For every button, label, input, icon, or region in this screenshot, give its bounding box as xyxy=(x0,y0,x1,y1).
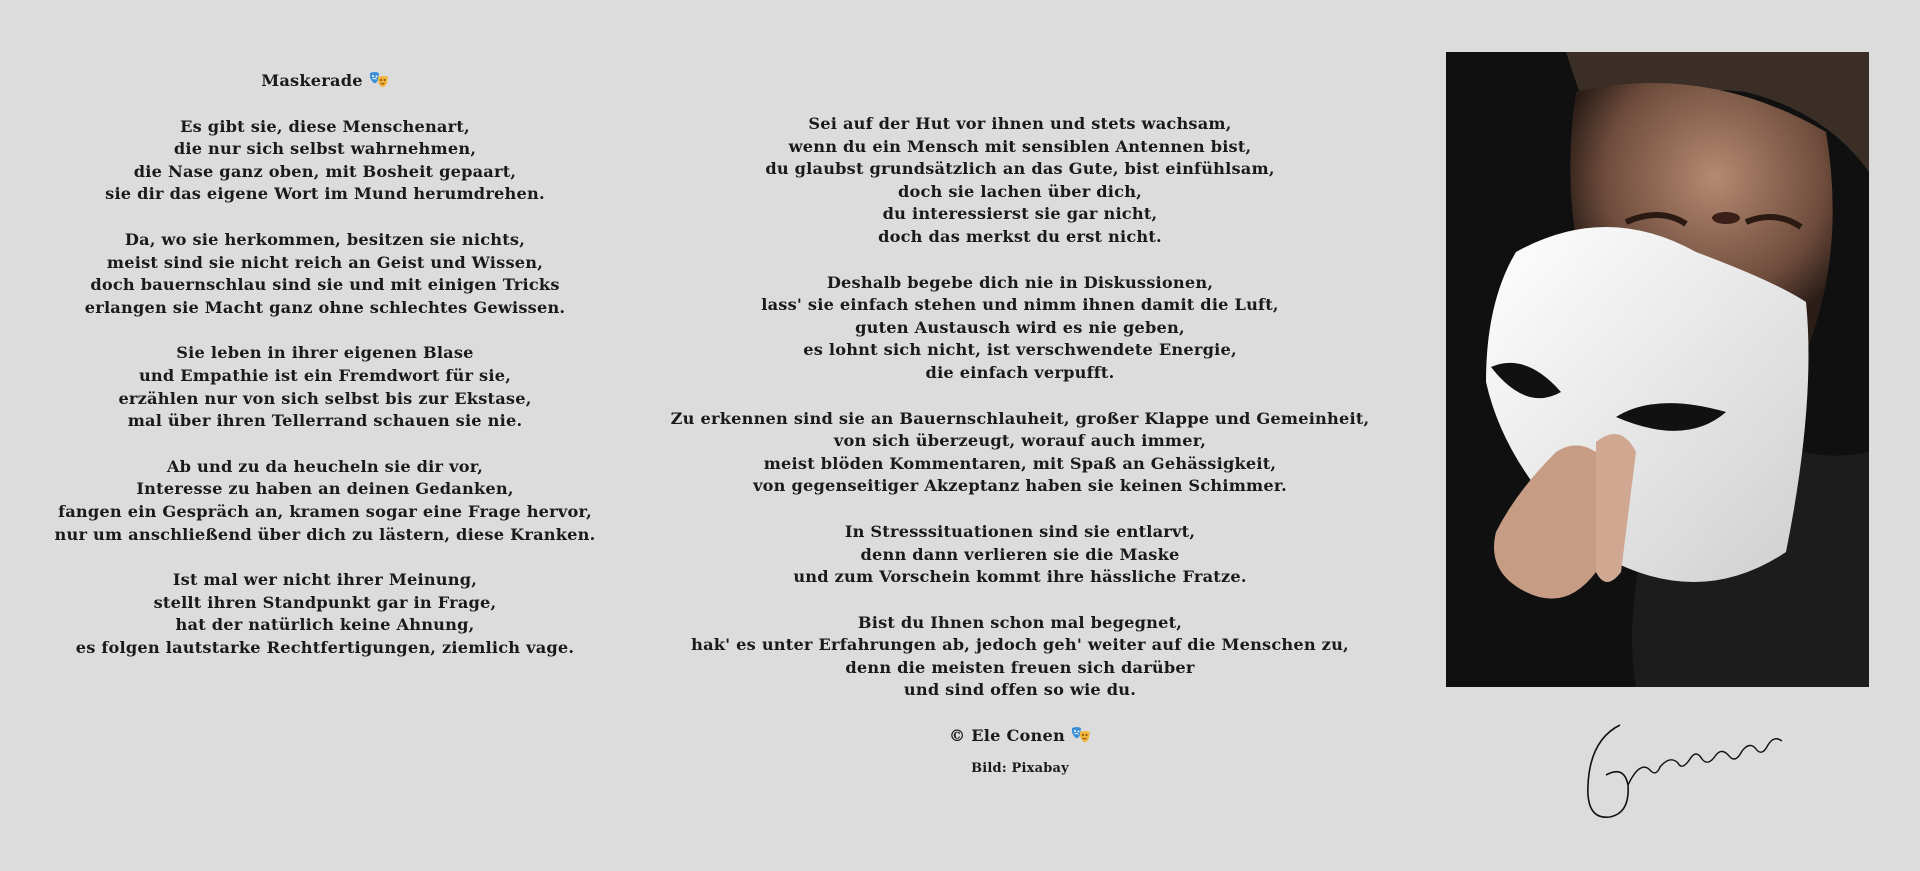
poem-line: die nur sich selbst wahrnehmen, xyxy=(173,139,477,159)
poem-line: In Stresssituationen sind sie entlarvt, xyxy=(844,521,1196,541)
poem-line: Da, wo sie herkommen, besitzen sie nichts, xyxy=(124,229,526,249)
poem-line: Zu erkennen sind sie an Bauernschlauheit, großer Klappe und Gemeinheit, xyxy=(670,408,1370,428)
poem-line: es folgen lautstarke Rechtfertigungen, ziemlich vage. xyxy=(75,637,575,657)
poem-line: und Empathie ist ein Fremdwort für sie, xyxy=(138,365,512,385)
poem-line: denn die meisten freuen sich darüber xyxy=(845,657,1195,677)
stanza xyxy=(660,612,1380,702)
stanza xyxy=(40,342,610,432)
stanza xyxy=(660,113,1380,249)
poem-left-column xyxy=(40,70,610,682)
poem-line: von sich überzeugt, worauf auch immer, xyxy=(833,431,1207,451)
poem-line: guten Austausch wird es nie geben, xyxy=(855,317,1185,337)
poem-line: nur um anschließend über dich zu lästern, diese Kranken. xyxy=(54,524,596,544)
poem-title: Maskerade xyxy=(261,71,363,90)
stanza xyxy=(660,521,1380,589)
poem-line: fangen ein Gespräch an, kramen sogar eine Frage hervor, xyxy=(58,501,592,521)
poem-line: die Nase ganz oben, mit Bosheit gepaart, xyxy=(133,161,517,181)
image-credit: Bild: Pixabay xyxy=(971,760,1069,776)
poem-line: Ab und zu da heucheln sie dir vor, xyxy=(166,456,484,476)
performing-arts-icon xyxy=(369,71,389,89)
poem-line: Interesse zu haben an deinen Gedanken, xyxy=(136,479,514,499)
poem-line: Bist du Ihnen schon mal begegnet, xyxy=(857,612,1183,632)
stanza xyxy=(660,408,1380,498)
stanza xyxy=(40,456,610,546)
copyright-line xyxy=(660,725,1380,748)
poem-line: hak' es unter Erfahrungen ab, jedoch geh' weiter auf die Menschen zu, xyxy=(691,635,1349,655)
poem-line: wenn du ein Mensch mit sensiblen Antennen bist, xyxy=(788,136,1252,156)
poem-line: Es gibt sie, diese Menschenart, xyxy=(180,116,470,136)
poem-line: die einfach verpufft. xyxy=(925,362,1115,382)
poem-line: und sind offen so wie du. xyxy=(903,680,1137,700)
stanza xyxy=(40,569,610,659)
copyright-text: © Ele Conen xyxy=(949,726,1065,746)
poem-line: Ist mal wer nicht ihrer Meinung, xyxy=(172,570,478,590)
poem-line: meist blöden Kommentaren, mit Spaß an Gehässigkeit, xyxy=(763,453,1277,473)
gedichtezauber-signature xyxy=(1570,715,1790,835)
poem-line: mal über ihren Tellerrand schauen sie nie. xyxy=(127,411,523,431)
poem-line: hat der natürlich keine Ahnung, xyxy=(175,615,475,635)
poem-line: doch das merkst du erst nicht. xyxy=(878,226,1162,246)
poem-line: du interessierst sie gar nicht, xyxy=(882,204,1158,224)
poem-line: erlangen sie Macht ganz ohne schlechtes Gewissen. xyxy=(84,297,566,317)
poem-line: sie dir das eigene Wort im Mund herumdrehen. xyxy=(105,184,545,204)
poem-line: Deshalb begebe dich nie in Diskussionen, xyxy=(826,272,1214,292)
stanza xyxy=(660,272,1380,385)
poem-line: Sei auf der Hut vor ihnen und stets wachsam, xyxy=(808,114,1232,133)
man-with-mask-photo xyxy=(1446,52,1869,687)
middle-stanzas xyxy=(660,113,1380,702)
poem-line: Sie leben in ihrer eigenen Blase xyxy=(176,343,474,363)
poem-line: doch bauernschlau sind sie und mit einigen Tricks xyxy=(90,275,560,295)
poem-line: von gegenseitiger Akzeptanz haben sie keinen Schimmer. xyxy=(753,476,1287,496)
poem-line: du glaubst grundsätzlich an das Gute, bist einfühlsam, xyxy=(765,159,1275,179)
poem-line: lass' sie einfach stehen und nimm ihnen damit die Luft, xyxy=(761,295,1279,315)
poem-title-line xyxy=(40,70,610,93)
stanza xyxy=(40,116,610,206)
poem-line: stellt ihren Standpunkt gar in Frage, xyxy=(153,592,497,612)
poem-line: erzählen nur von sich selbst bis zur Ekstase, xyxy=(118,388,532,408)
photo-illustration xyxy=(1446,52,1869,687)
poem-line: und zum Vorschein kommt ihre hässliche Fratze. xyxy=(793,567,1247,587)
performing-arts-icon xyxy=(1071,726,1091,744)
poem-middle-column xyxy=(660,113,1380,780)
left-stanzas xyxy=(40,116,610,660)
poem-line: es lohnt sich nicht, ist verschwendete Energie, xyxy=(803,340,1237,360)
poem-line: meist sind sie nicht reich an Geist und Wissen, xyxy=(106,252,544,272)
poem-line: doch sie lachen über dich, xyxy=(897,181,1143,201)
poem-line: denn dann verlieren sie die Maske xyxy=(860,544,1180,564)
stanza xyxy=(40,229,610,319)
